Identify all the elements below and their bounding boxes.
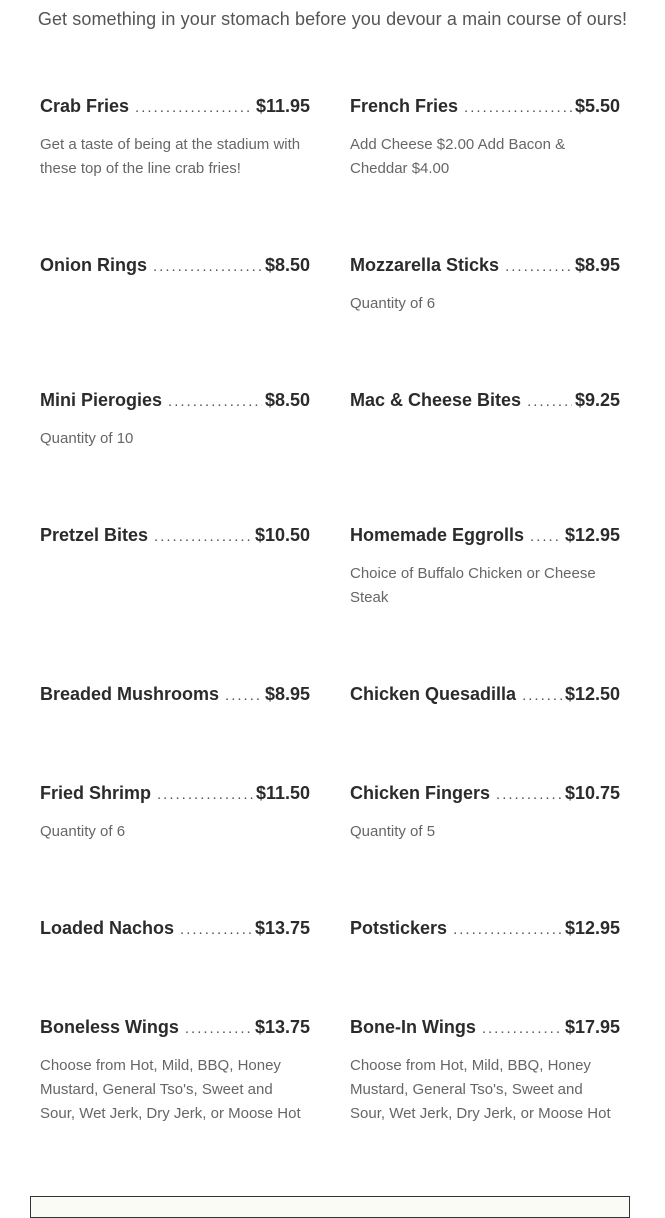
item-price: $10.75 <box>564 783 620 803</box>
item-description: Get a taste of being at the stadium with these top of the line crab fries! <box>40 136 301 177</box>
menu-item-chicken-fingers <box>350 783 620 844</box>
menu-item-potstickers <box>350 918 620 939</box>
item-price: $13.75 <box>254 918 310 938</box>
menu-item-onion-rings <box>40 255 310 276</box>
item-price: $12.50 <box>564 684 620 704</box>
item-description: Choose from Hot, Mild, BBQ, Honey Mustard, General Tso's, Sweet and Sour, Wet Jerk, Dry Jerk, or Moose Hot <box>40 1057 301 1122</box>
item-price: $8.95 <box>264 684 310 704</box>
dot-leader <box>153 258 262 275</box>
item-price: $12.95 <box>564 525 620 545</box>
dot-leader <box>530 528 562 545</box>
item-price: $13.75 <box>254 1017 310 1037</box>
dot-leader <box>527 393 572 410</box>
dot-leader <box>482 1020 562 1037</box>
item-description: Quantity of 6 <box>350 295 436 312</box>
menu-item-chicken-quesadilla <box>350 684 620 705</box>
dot-leader <box>180 921 252 938</box>
item-name: Breaded Mushrooms <box>40 684 220 704</box>
item-description: Quantity of 6 <box>40 823 126 840</box>
item-name: Fried Shrimp <box>40 783 152 803</box>
item-name: Crab Fries <box>40 96 130 116</box>
item-name: Pretzel Bites <box>40 525 149 545</box>
item-name: Mini Pierogies <box>40 390 163 410</box>
dot-leader <box>453 921 562 938</box>
item-name: Mozzarella Sticks <box>350 255 500 275</box>
dot-leader <box>157 786 253 803</box>
item-description: Quantity of 10 <box>40 430 134 447</box>
item-price: $12.95 <box>564 918 620 938</box>
item-price: $11.50 <box>255 783 310 803</box>
item-description: Choice of Buffalo Chicken or Cheese Steak <box>350 565 596 606</box>
item-price: $11.95 <box>255 96 310 116</box>
menu-item-bone-in-wings <box>350 1017 620 1126</box>
dot-leader <box>168 393 262 410</box>
menu-item-mozzarella-sticks <box>350 255 620 316</box>
menu-item-french-fries <box>350 96 620 181</box>
item-name: Loaded Nachos <box>40 918 175 938</box>
item-description: Add Cheese $2.00 Add Bacon & Cheddar $4.00 <box>350 136 566 177</box>
menu-item-fried-shrimp <box>40 783 310 844</box>
dot-leader <box>522 687 562 704</box>
menu-item-breaded-mushrooms <box>40 684 310 705</box>
item-name: Bone-In Wings <box>350 1017 476 1037</box>
dot-leader <box>185 1020 252 1037</box>
item-name: Homemade Eggrolls <box>350 525 525 545</box>
dot-leader <box>464 99 572 116</box>
dot-leader <box>225 687 262 704</box>
item-description: Quantity of 5 <box>350 823 436 840</box>
item-price: $8.50 <box>264 390 310 410</box>
item-name: Boneless Wings <box>40 1017 179 1037</box>
menu-item-boneless-wings <box>40 1017 310 1126</box>
menu-item-mini-pierogies <box>40 390 310 451</box>
item-name: Mac & Cheese Bites <box>350 390 522 410</box>
item-price: $10.50 <box>254 525 310 545</box>
dot-leader <box>496 786 562 803</box>
item-name: Chicken Fingers <box>350 783 491 803</box>
dot-leader <box>505 258 572 275</box>
menu-item-crab-fries <box>40 96 310 181</box>
item-name: French Fries <box>350 96 459 116</box>
item-name: Potstickers <box>350 918 448 938</box>
item-description: Choose from Hot, Mild, BBQ, Honey Mustard, General Tso's, Sweet and Sour, Wet Jerk, Dry Jerk, or Moose Hot <box>350 1057 611 1122</box>
dot-leader <box>154 528 252 545</box>
item-price: $5.50 <box>574 96 620 116</box>
item-price: $17.95 <box>564 1017 620 1037</box>
item-price: $8.95 <box>574 255 620 275</box>
item-price: $8.50 <box>264 255 310 275</box>
item-name: Onion Rings <box>40 255 147 275</box>
dot-leader <box>135 99 253 116</box>
menu-item-pretzel-bites <box>40 525 310 546</box>
menu-item-homemade-eggrolls <box>350 525 620 610</box>
next-section-frame <box>30 1196 630 1218</box>
menu-intro-text: Get something in your stomach before you devour a main course of ours! <box>37 9 628 29</box>
item-name: Chicken Quesadilla <box>350 684 517 704</box>
menu-item-loaded-nachos <box>40 918 310 939</box>
menu-item-mac-cheese-bites <box>350 390 620 411</box>
item-price: $9.25 <box>574 390 620 410</box>
